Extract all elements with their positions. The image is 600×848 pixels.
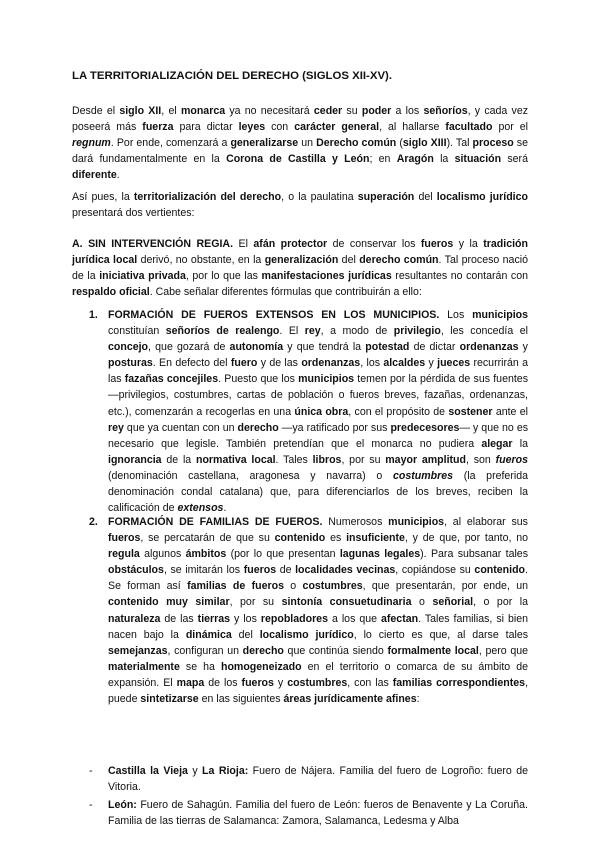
fueros-extensos-list [72, 307, 528, 516]
page-title: LA TERRITORIALIZACIÓN DEL DERECHO (SIGLOS XII-XV). [72, 70, 393, 82]
list-item-text: FORMACIÓN DE FAMILIAS DE FUEROS. Numerosos municipios, al elaborar sus fueros, se percatarán de que su contenido es insuficiente, y de que, por tanto, no regula algunos ámbitos (por lo que presentan lagunas legales). Para subsanar tales obstáculos, se imitarán los fueros de localidades vecinas, copiándose su contenido. Se forman así familias de fueros o costumbres, que presentarán, por ende, un contenido muy similar, por su sintonía consuetudinaria o señorial, o por la naturaleza de las tierras y los repobladores a los que afectan. Tales familias, si bien nacen bajo la dinámica del localismo jurídico, lo cierto es que, al darse tales semejanzas, configuran un derecho que continúa siendo formalmente local, pero que materialmente se ha homogeneizado en el territorio o comarca de su ámbito de expansión. El mapa de los fueros y costumbres, con las familias correspondientes, puede sintetizarse en las siguientes áreas jurídicamente afines: [108, 516, 529, 706]
section-a-paragraph: A. SIN INTERVENCIÓN REGIA. El afán protector de conservar los fueros y la tradición jurídica local derivó, no obstante, en la generalización del derecho común. Tal proceso nació de la iniciativa privada, por lo que las manifestaciones jurídicas resultantes no contarán con respaldo oficial. Cabe señalar diferentes fórmulas que contribuirán a ello: [72, 238, 529, 299]
dash-item-text: Castilla la Vieja y La Rioja: Fuero de Nájera. Familia del fuero de Logroño: fuero de Vitoria. [108, 765, 529, 794]
list-item-text: FORMACIÓN DE FUEROS EXTENSOS EN LOS MUNICIPIOS. Los municipios constituían señoríos de realengo. El rey, a modo de privilegio, les concedía el concejo, que gozará de autonomía y que tendrá la potestad de dictar ordenanzas y posturas. En defecto del fuero y de las ordenanzas, los alcaldes y jueces recurrirán a las fazañas concejiles. Puesto que los municipios temen por la pérdida de sus fuentes —privilegios, costumbres, cartas de población o fueros breves, fazañas, ordenanzas, etc.), comenzarán a recogerlas en una única obra, con el propósito de sostener ante el rey que ya cuentan con un derecho —ya ratificado por sus predecesores— y que no es necesario que legisle. También pretendían que el monarca no pudiera alegar la ignorancia de la normativa local. Tales libros, por su mayor amplitud, son fueros (denominación castellana, aragonesa y navarra) o costumbres (la preferida denominación condal catalana) que, para diferenciarlos de los breves, reciben la calificación de extensos. [108, 309, 529, 515]
intro-paragraph: Desde el siglo XII, el monarca ya no necesitará ceder su poder a los señoríos, y cada vez poseerá más fuerza para dictar leyes con carácter general, al hallarse facultado por el regnum. Por ende, comenzará a generalizarse un Derecho común (siglo XIII). Tal proceso se dará fundamentalmente en la Corona de Castilla y León; en Aragón la situación será diferente. [72, 105, 529, 182]
familias-fueros-list [72, 514, 528, 707]
list-number: 1. [89, 309, 98, 321]
vertientes-paragraph: Así pues, la territorialización del derecho, o la paulatina superación del localismo jurídico presentará dos vertientes: [72, 191, 528, 220]
list-item-familias-fueros [72, 514, 528, 707]
dash-marker: - [89, 765, 93, 777]
dash-item-text: León: Fuero de Sahagún. Familia del fuero de León: fueros de Benavente y La Coruña. Familia de las tierras de Salamanca: Zamora, Salamanca, Ledesma y Alba [108, 799, 528, 828]
list-number: 2. [89, 516, 98, 528]
list-item-fueros-extensos [72, 307, 528, 516]
dash-item-leon [72, 797, 528, 829]
dash-marker: - [89, 799, 93, 812]
dash-item-castilla-vieja [72, 763, 528, 795]
areas-juridicas-list [72, 763, 528, 831]
